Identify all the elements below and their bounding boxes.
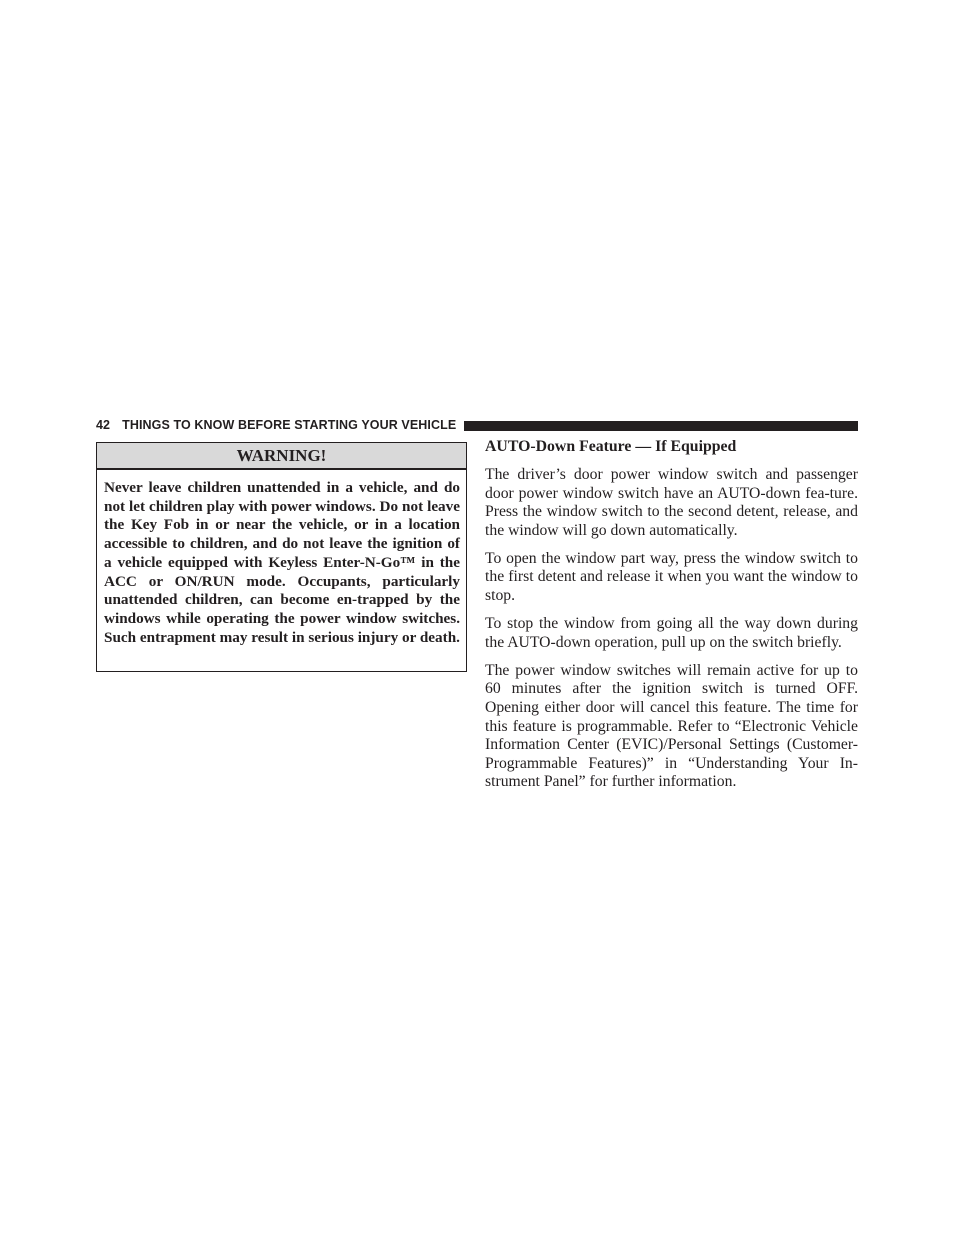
page-header (96, 416, 858, 434)
auto-down-section (485, 437, 858, 802)
header-rule (464, 421, 858, 431)
section-heading: AUTO-Down Feature — If Equipped (485, 438, 737, 455)
paragraph-4: The power window switches will remain active for up to 60 minutes after the ignition switch is turned OFF. Opening either door will cancel this feature. The time for this feature is programmable. Refer to “Electronic Vehicle Information Center (EVIC)/Personal Settings (Customer-Programmable Features)” in “Understanding Your In-strument Panel” for further information. (485, 661, 858, 791)
warning-text: Never leave children unattended in a vehicle, and do not let children play with power windows. Do not leave the Key Fob in or near the vehicle, or in a location accessible to children, and do not leave the ignition of a vehicle equipped with Keyless Enter-N-Go™ in the ACC or ON/RUN mode. Occupants, particularly unattended children, can become en-trapped by the windows while operating the power window switches. Such entrapment may result in serious injury or death. (104, 479, 460, 646)
paragraph-2: To open the window part way, press the window switch to the first detent and release it when you want the window to stop. (485, 549, 858, 605)
page-number: 42 (96, 418, 111, 432)
warning-box (96, 442, 467, 672)
section-title: THINGS TO KNOW BEFORE STARTING YOUR VEHICLE (122, 418, 457, 432)
warning-title: WARNING! (97, 443, 466, 470)
paragraph-1: The driver’s door power window switch and passenger door power window switch have an AUTO-down fea-ture. Press the window switch to the second detent, release, and the window will go down automatically. (485, 466, 858, 539)
paragraph-3: To stop the window from going all the way down during the AUTO-down operation, pull up on the switch briefly. (485, 615, 858, 651)
